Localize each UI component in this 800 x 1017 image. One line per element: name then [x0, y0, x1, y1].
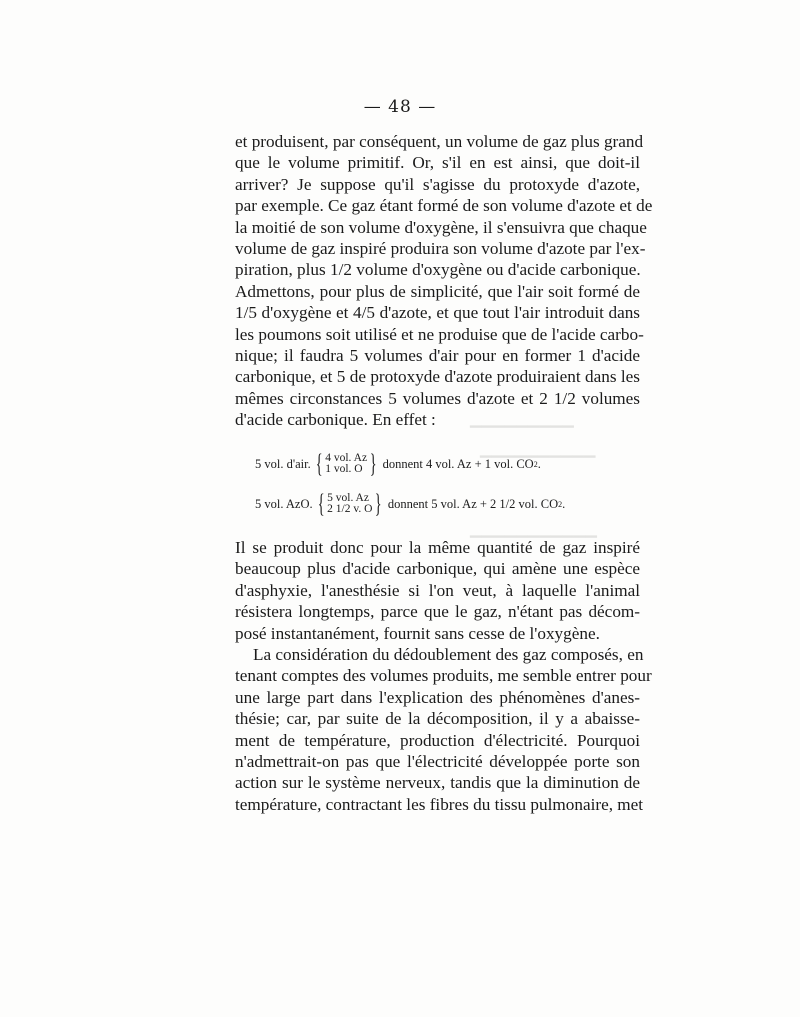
- subscript-2: 2: [558, 499, 563, 509]
- text-line: tenant comptes des volumes produits, me semble entrer pour: [235, 666, 652, 686]
- equation-result: donnent 5 vol. Az + 2 1/2 vol. CO: [387, 496, 559, 511]
- text-line: Admettons, pour plus de simplicité, que l'air soit formé de: [235, 281, 640, 301]
- chemical-equation-azo: [255, 489, 655, 519]
- text-line: les poumons soit utilisé et ne produise que de l'acide carbo-: [235, 324, 644, 344]
- equation-lead: 5 vol. AzO.: [255, 496, 313, 511]
- text-line: Il se produit donc pour la même quantité de gaz inspiré: [235, 538, 640, 557]
- text-line: volume de gaz inspiré produira son volume d'azote par l'ex-: [235, 238, 646, 258]
- text-line: que le volume primitif. Or, s'il en est ainsi, que doit-il: [235, 153, 640, 173]
- text-line: une large part dans l'explication des phénomènes d'anes-: [235, 687, 640, 707]
- equation-end: .: [562, 496, 566, 511]
- equation-result: donnent 4 vol. Az + 1 vol. CO: [382, 456, 534, 471]
- text-line: La considération du dédoublement des gaz composés, en: [253, 644, 644, 664]
- composition-bottom: 2 1/2 v. O: [327, 503, 373, 515]
- left-brace-icon: {: [315, 449, 323, 478]
- composition-brace: [313, 451, 380, 477]
- text-line: arriver? Je suppose qu'il s'agisse du protoxyde d'azote,: [235, 174, 640, 194]
- text-line: n'admettrait-on pas que l'électricité développée porte son: [235, 751, 640, 771]
- text-line: mêmes circonstances 5 volumes d'azote et 2 1/2 volumes: [235, 388, 640, 408]
- composition-top: 4 vol. Az: [325, 452, 368, 464]
- text-line: nique; il faudra 5 volumes d'air pour en former 1 d'acide: [235, 345, 640, 365]
- text-line: d'asphyxie, l'anesthésie si l'on veut, à laquelle l'animal: [235, 580, 640, 600]
- text-line: posé instantanément, fournit sans cesse de l'oxygène.: [235, 623, 600, 643]
- text-line: 1/5 d'oxygène et 4/5 d'azote, et que tout l'air introduit dans: [235, 303, 640, 323]
- text-line: beaucoup plus d'acide carbonique, qui amène une espèce: [235, 559, 640, 579]
- page-number: — 48 —: [363, 97, 437, 117]
- text-line: température, contractant les fibres du tissu pulmonaire, met: [235, 794, 644, 814]
- left-brace-icon: {: [317, 489, 325, 518]
- bleed-through-texture: ▁▁▁▁▁▁▁▁▁▁: [480, 442, 596, 458]
- paragraph-1: [235, 131, 653, 430]
- composition-stack: [327, 493, 372, 515]
- paragraph-2-and-3: [235, 537, 652, 815]
- subscript-2: 2: [533, 459, 538, 469]
- composition-top: 5 vol. Az: [327, 492, 369, 504]
- text-line: d'acide carbonique. En effet :: [235, 410, 436, 430]
- right-brace-icon: }: [369, 449, 377, 478]
- text-line: carbonique, et 5 de protoxyde d'azote produiraient dans les: [235, 367, 640, 387]
- composition-brace: [315, 491, 385, 517]
- text-line: par exemple. Ce gaz étant formé de son volume d'azote et de: [235, 196, 653, 216]
- right-brace-icon: }: [375, 489, 383, 518]
- chemical-equation-air: [255, 449, 655, 479]
- text-line: la moitié de son volume d'oxygène, il s'ensuivra que chaque: [235, 217, 647, 237]
- equation-end: .: [537, 456, 541, 471]
- text-line: résistera longtemps, parce que le gaz, n'étant pas décom-: [235, 602, 640, 622]
- text-line: thésie; car, par suite de la décomposition, il y a abaisse-: [235, 709, 640, 729]
- text-line: piration, plus 1/2 volume d'oxygène ou d'acide carbonique.: [235, 260, 641, 280]
- text-line: action sur le système nerveux, tandis que la diminution de: [235, 773, 640, 793]
- composition-bottom: 1 vol. O: [325, 463, 363, 475]
- bleed-through-texture: ▁▁▁▁▁▁▁▁▁: [470, 412, 574, 428]
- bleed-through-texture: ▁▁▁▁▁▁▁▁▁▁▁: [470, 522, 597, 538]
- equation-lead: 5 vol. d'air.: [255, 456, 311, 471]
- text-line: et produisent, par conséquent, un volume de gaz plus grand: [235, 132, 644, 151]
- composition-stack: [325, 453, 367, 475]
- text-line: ment de température, production d'électricité. Pourquoi: [235, 730, 640, 750]
